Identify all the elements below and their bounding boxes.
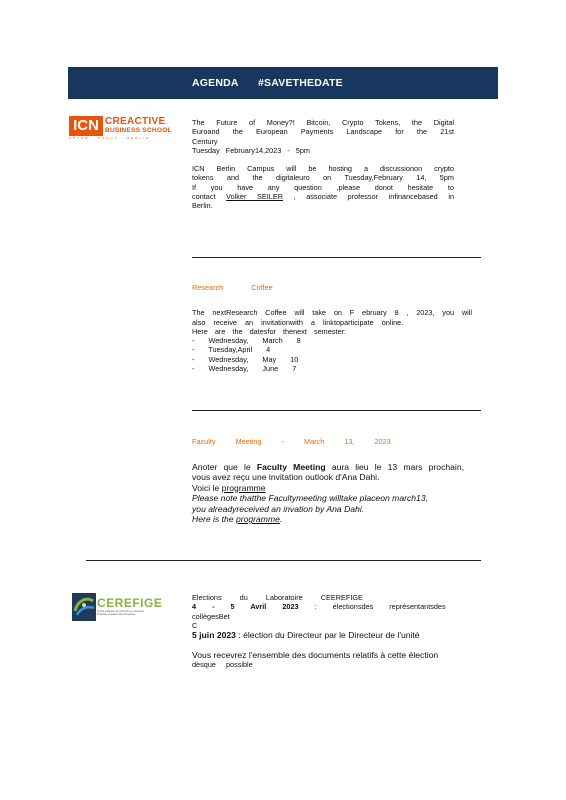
- save-the-date-hashtag: #SAVETHEDATE: [258, 77, 343, 89]
- cerefige-logo-mark: [72, 593, 96, 621]
- faculty-fr-line: Voici le programme: [192, 482, 266, 493]
- research-dates-intro: Here are the datesfor thenext semester:: [192, 326, 346, 336]
- elections-title: Elections du Laboratoire CEEREFIGE: [192, 593, 363, 602]
- volker-seiler-link[interactable]: Volker SEILER: [226, 192, 283, 202]
- programme-link-en[interactable]: programme: [235, 514, 280, 524]
- faculty-en-line: you alreadyreceived an invation by Ana Dahi.: [192, 503, 365, 514]
- faculty-fr-line: vous avez reçu une invitation outlook d'Ana Dahi.: [192, 472, 380, 482]
- section-divider: [86, 560, 481, 561]
- research-coffee-section: [192, 283, 472, 373]
- section-divider: [192, 257, 481, 258]
- future-contact-line: contact Volker SEILER , associate professor infinancebased in: [192, 192, 455, 202]
- cerefige-logo: [72, 593, 163, 621]
- icn-logo-line1: CREACTIVE: [105, 116, 166, 127]
- future-body-line: ICN Berlin Campus will be hosting a discussionon crypto: [192, 164, 454, 174]
- future-body-line: If you have any question ,please donot hesitate to: [192, 182, 454, 192]
- elections-line: 4 - 5 Avril 2023 : électionsdes représentantsdes collègesBet: [192, 602, 446, 621]
- agenda-header-bar: [68, 67, 498, 99]
- cerefige-logo-word: CEREFIGE: [97, 596, 163, 610]
- research-date-item: - Tuesday,April 4: [192, 345, 271, 355]
- icn-logo-line2: BUSINESS SCHOOL: [105, 127, 172, 134]
- research-coffee-title: Research Coffee: [192, 283, 273, 292]
- faculty-en-line: Please note thatthe Facultymeeting willtake placeon march13,: [192, 493, 428, 503]
- future-title-line: Century: [192, 136, 218, 146]
- future-of-money-section: [192, 118, 454, 211]
- icn-logo-badge: ICN: [69, 116, 103, 136]
- future-title-line: The Future of Money?! Bitcoin, Crypto Tokens, the Digital: [192, 118, 454, 127]
- faculty-meeting-title: Faculty Meeting - March 13, 2023: [192, 437, 391, 446]
- faculty-fr-line: Anoter que le Faculty Meeting aura lieu le 13 mars prochain,: [192, 461, 465, 472]
- icn-logo-line3: ARTEM · NANCY · BERLIN: [69, 136, 151, 140]
- future-title-line: Euroand the European Payments Landscape for the 21st: [192, 127, 454, 137]
- future-last-line: Berlin.: [192, 201, 213, 211]
- research-date-item: - Wednesday, June 7: [192, 364, 297, 374]
- elections-line: C: [192, 620, 198, 630]
- elections-line: Vous recevrez l'ensemble des documents relatifs à cette élection: [192, 649, 439, 660]
- research-date-item: - Wednesday, March 8: [192, 336, 301, 346]
- elections-line: 5 juin 2023 : élection du Directeur par le Directeur de l'unité: [192, 630, 420, 641]
- research-date-item: - Wednesday, May 10: [192, 354, 299, 364]
- icn-logo: [69, 116, 172, 140]
- agenda-title: AGENDA: [192, 77, 239, 89]
- faculty-en-line: Here is the programme.: [192, 514, 283, 524]
- future-body-line: tokens and the digitaleuro on Tuesday,February 14, 5pm: [192, 173, 454, 183]
- research-body-line: The nextResearch Coffee will take on F ebruary 8 , 2023, you will: [192, 308, 472, 318]
- section-divider: [192, 410, 481, 411]
- faculty-meeting-section: [192, 437, 464, 525]
- cerefige-logo-subtitle: Centre européen de recherche en économie financière et gestion des entreprises: [97, 610, 144, 616]
- future-date: Tuesday February14,2023 - 5pm: [192, 145, 310, 155]
- programme-link-fr[interactable]: programme: [221, 482, 266, 493]
- elections-line: dèsque possible: [192, 660, 253, 670]
- elections-section: [192, 593, 492, 669]
- research-body-line: also receive an invitationwith a linktoparticipate online.: [192, 317, 404, 327]
